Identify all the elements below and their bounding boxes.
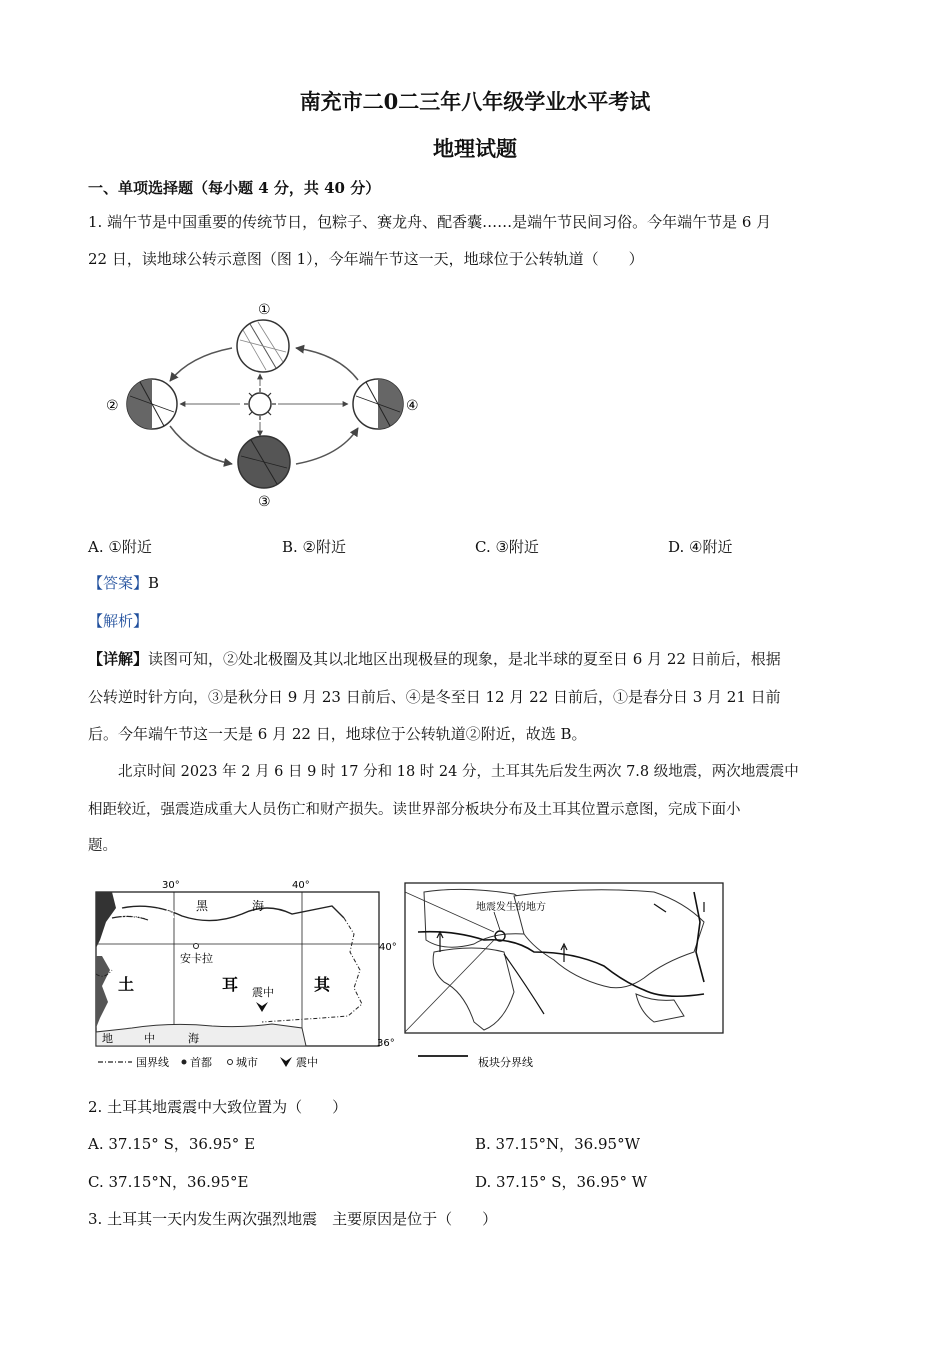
ankara-label: 安卡拉 xyxy=(180,952,213,965)
q1-stem-line2: 22 日，读地球公转示意图（图 1），今年端午节这一天，地球位于公转轨道（ ） xyxy=(88,250,644,268)
turkey-map-legend xyxy=(98,1055,318,1069)
earth-position-2 xyxy=(106,379,177,429)
answer-value: B xyxy=(148,574,160,592)
q1-option-a: A. ①附近 xyxy=(88,538,152,556)
label-position-4: ④ xyxy=(406,398,419,414)
passage-line3: 题。 xyxy=(88,838,117,854)
label-position-2: ② xyxy=(106,398,119,414)
passage-line2: 相距较近，强震造成重大人员伤亡和财产损失。读世界部分板块分布及土耳其位置示意图，完成下面小 xyxy=(88,802,741,818)
lat-36-label: 36° xyxy=(377,1038,395,1049)
detail-tag: 【详解】 xyxy=(88,650,149,668)
black-sea-label-1: 黑 xyxy=(196,899,209,913)
label-position-1: ① xyxy=(258,302,271,318)
q2-option-d: D. 37.15° S，36.95° W xyxy=(475,1173,648,1191)
country-label-3: 其 xyxy=(314,975,331,994)
legend-capital-icon xyxy=(182,1060,187,1065)
q1-stem-line1: 1. 端午节是中国重要的传统节日，包粽子、赛龙舟、配香囊……是端午节民间习俗。今年端午节是 6 月 xyxy=(88,213,772,231)
q1-option-d: D. ④附近 xyxy=(668,538,733,556)
detail-text-1: 读图可知，②处北极圈及其以北地区出现极昼的现象，是北半球的夏至日 6 月 22 日前后，根据 xyxy=(148,650,781,668)
legend-plate-label: 板块分界线 xyxy=(478,1056,533,1069)
legend-city-icon xyxy=(228,1060,233,1065)
med-sea-label-2: 中 xyxy=(144,1032,155,1045)
lat-40-label: 40° xyxy=(379,942,397,953)
earth-orbit-diagram xyxy=(100,296,430,512)
q1-option-b: B. ②附近 xyxy=(282,538,347,556)
legend-epicenter-icon xyxy=(280,1057,292,1067)
legend-capital-label: 首都 xyxy=(190,1056,212,1069)
passage-line1: 北京时间 2023 年 2 月 6 日 9 时 17 分和 18 时 24 分，土耳其先后发生两次 7.8 级地震，两次地震震中 xyxy=(118,764,799,780)
earth-position-4 xyxy=(353,379,419,429)
legend-city-label: 城市 xyxy=(236,1056,258,1069)
page-subtitle: 地理试题 xyxy=(433,136,517,161)
country-label-2: 耳 xyxy=(222,975,239,994)
orbit-arrow-top-left xyxy=(170,348,232,381)
q1-detail-line3: 后。今年端午节这一天是 6 月 22 日，地球位于公转轨道②附近，故选 B。 xyxy=(88,725,587,743)
istanbul-label: 伊斯坦布尔 xyxy=(120,908,175,921)
lon-40-label: 40° xyxy=(292,880,310,891)
country-label-1: 土 xyxy=(118,975,135,994)
legend-epicenter-label: 震中 xyxy=(296,1056,318,1069)
orbit-arrow-top-right xyxy=(296,348,358,380)
q2-option-a: A. 37.15° S，36.95° E xyxy=(88,1135,256,1153)
label-position-3: ③ xyxy=(258,494,271,510)
answer-tag: 【答案】 xyxy=(88,574,149,592)
orbit-arrow-bottom-right xyxy=(296,428,358,464)
med-sea-label-3: 海 xyxy=(188,1032,199,1045)
ankara-capital-icon xyxy=(194,944,199,949)
black-sea-label-2: 海 xyxy=(252,899,265,913)
q3-stem: 3. 土耳其一天内发生两次强烈地震 主要原因是位于（ ） xyxy=(88,1210,498,1228)
lon-30-label: 30° xyxy=(162,880,180,891)
world-plates-map xyxy=(404,882,724,1074)
med-sea-label-1: 地 xyxy=(102,1032,113,1045)
orbit-arrow-bottom-left xyxy=(170,426,232,464)
q2-option-c: C. 37.15°N，36.95°E xyxy=(88,1173,249,1191)
q2-option-b: B. 37.15°N，36.95°W xyxy=(475,1135,640,1153)
q1-detail-line1 xyxy=(88,648,781,669)
turkey-map xyxy=(92,878,397,1074)
q1-analysis-tag: 【解析】 xyxy=(88,612,149,630)
world-epicenter-label: 地震发生的地方 xyxy=(476,902,546,913)
q1-answer xyxy=(88,572,159,593)
page-title: 南充市二0二三年八年级学业水平考试 xyxy=(299,89,651,114)
q1-detail-line2: 公转逆时针方向，③是秋分日 9 月 23 日前后、④是冬至日 12 月 22 日前后，①是春分日 3 月 21 日前 xyxy=(88,688,781,706)
sun-icon xyxy=(244,388,276,420)
q2-stem: 2. 土耳其地震震中大致位置为（ ） xyxy=(88,1098,348,1116)
q1-option-c: C. ③附近 xyxy=(475,538,539,556)
earth-position-1 xyxy=(237,302,289,372)
section-heading: 一、单项选择题（每小题 4 分，共 40 分） xyxy=(88,179,381,197)
legend-border-label: 国界线 xyxy=(136,1056,169,1069)
epicenter-label: 震中 xyxy=(252,986,274,999)
earth-position-3 xyxy=(238,436,290,510)
